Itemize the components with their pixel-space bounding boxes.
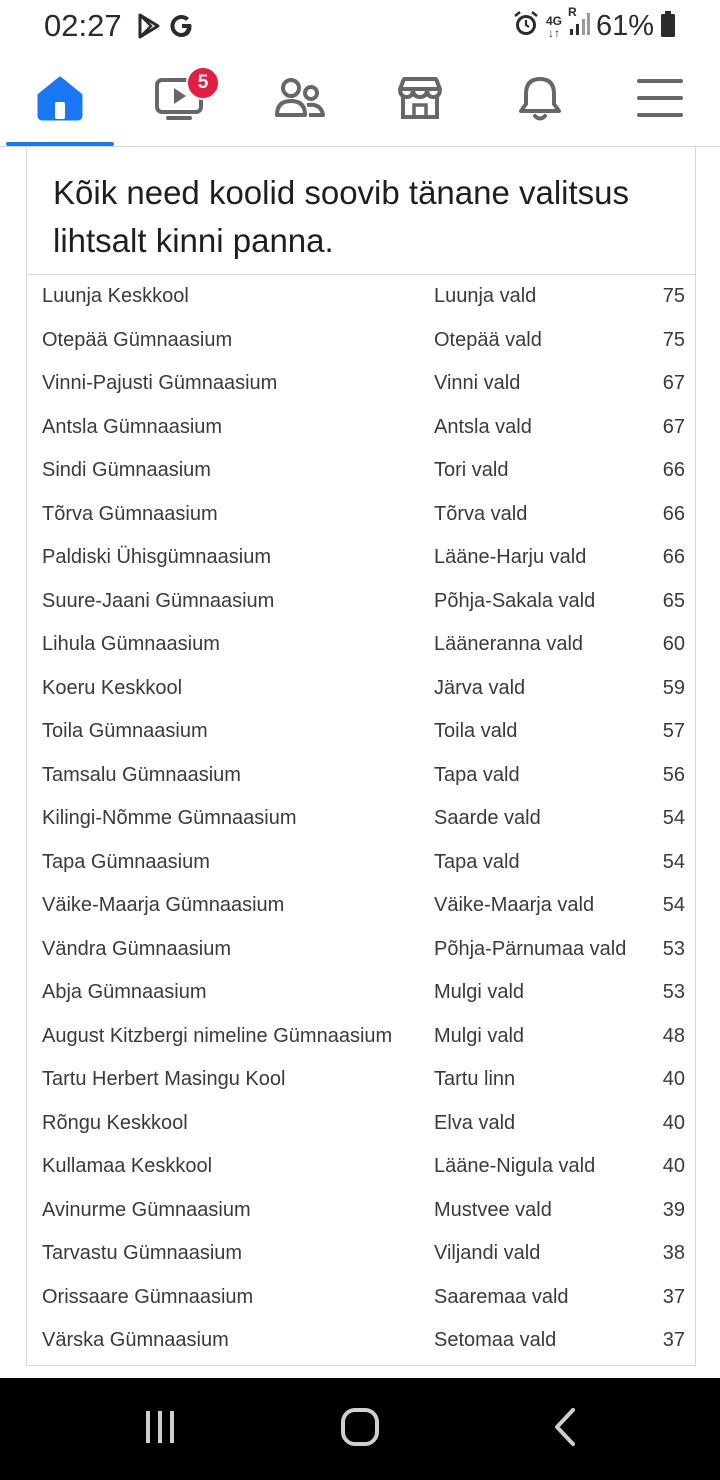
table-row <box>27 928 695 972</box>
table-row <box>27 884 695 928</box>
status-left-icons <box>136 12 196 45</box>
school-name: Vinni-Pajusti Gümnaasium <box>42 372 278 394</box>
parish-name: Järva vald <box>434 676 526 699</box>
table-row <box>27 754 695 798</box>
parish-name: Mulgi vald <box>434 1024 525 1047</box>
school-name: Luunja Keskkool <box>42 285 189 307</box>
school-value: 65 <box>662 589 685 612</box>
table-row <box>27 362 695 406</box>
school-value: 59 <box>662 676 685 699</box>
school-name: Väike-Maarja Gümnaasium <box>42 894 285 916</box>
table-row <box>27 1189 695 1233</box>
parish-name: Lääneranna vald <box>434 633 584 655</box>
school-value: 75 <box>662 328 685 351</box>
parish-name: Tapa vald <box>434 763 520 786</box>
post-text-box <box>27 147 695 275</box>
school-name: Antsla Gümnaasium <box>42 415 223 438</box>
table-row <box>27 406 695 450</box>
top-navigation <box>0 54 720 147</box>
school-name: Lihula Gümnaasium <box>42 633 220 655</box>
school-value: 37 <box>662 1329 685 1351</box>
recents-button[interactable] <box>130 1404 190 1454</box>
network-indicator <box>546 15 562 39</box>
school-value: 53 <box>662 937 685 960</box>
home-icon <box>35 75 85 126</box>
recents-icon <box>140 1409 180 1450</box>
school-value: 40 <box>662 1068 685 1090</box>
marketplace-icon <box>395 75 445 126</box>
signal-icon <box>567 5 590 42</box>
school-name: Kilingi-Nõmme Gümnaasium <box>42 807 297 829</box>
parish-name: Lääne-Nigula vald <box>434 1155 596 1177</box>
table-row <box>27 449 695 493</box>
school-name: Tartu Herbert Masingu Kool <box>42 1068 286 1090</box>
status-time: 02:27 <box>44 8 122 43</box>
school-name: Paldiski Ühisgümnaasium <box>42 546 271 568</box>
parish-name: Vinni vald <box>434 372 521 394</box>
school-value: 57 <box>662 720 685 742</box>
parish-name: Põhja-Sakala vald <box>434 589 596 612</box>
tab-notifications[interactable] <box>480 54 600 146</box>
school-value: 40 <box>662 1111 685 1134</box>
school-name: Vändra Gümnaasium <box>42 937 231 960</box>
school-value: 67 <box>662 415 685 438</box>
data-arrows: ↓↑ <box>547 25 560 40</box>
watch-badge: 5 <box>186 66 220 100</box>
school-name: Avinurme Gümnaasium <box>42 1198 251 1221</box>
tab-friends[interactable] <box>240 54 360 146</box>
roaming-label: R <box>567 5 577 19</box>
post-text: Kõik need koolid soovib tänane valitsus lihtsalt kinni panna. <box>53 174 630 259</box>
table-row <box>27 623 695 667</box>
play-store-icon <box>136 12 162 45</box>
parish-name: Elva vald <box>434 1111 516 1134</box>
table-row <box>27 580 695 624</box>
battery-percent: 61% <box>595 10 654 42</box>
status-bar <box>0 0 720 54</box>
school-name: Värska Gümnaasium <box>42 1329 229 1351</box>
school-value: 66 <box>662 502 685 525</box>
table-row <box>27 797 695 841</box>
table-row <box>27 667 695 711</box>
home-button[interactable] <box>330 1404 390 1454</box>
parish-name: Tapa vald <box>434 850 520 873</box>
table-row <box>27 1319 695 1363</box>
back-button[interactable] <box>534 1404 594 1454</box>
parish-name: Tartu linn <box>434 1068 516 1090</box>
android-navigation-bar <box>0 1378 720 1480</box>
school-name: Kullamaa Keskkool <box>42 1155 213 1177</box>
school-name: Tarvastu Gümnaasium <box>42 1242 243 1264</box>
table-row <box>27 319 695 363</box>
school-value: 67 <box>662 372 685 394</box>
parish-name: Setomaa vald <box>434 1329 557 1351</box>
parish-name: Lääne-Harju vald <box>434 546 587 568</box>
parish-name: Mustvee vald <box>434 1198 552 1221</box>
table-row <box>27 1102 695 1146</box>
school-value: 39 <box>662 1198 685 1221</box>
school-name: Sindi Gümnaasium <box>42 459 211 481</box>
menu-icon <box>637 77 683 124</box>
table-row <box>27 1015 695 1059</box>
tab-home[interactable] <box>0 54 120 146</box>
table-row <box>27 1145 695 1189</box>
status-right-icons <box>512 5 676 43</box>
parish-name: Saaremaa vald <box>434 1285 569 1308</box>
parish-name: Väike-Maarja vald <box>434 894 595 916</box>
school-name: August Kitzbergi nimeline Gümnaasium <box>42 1024 393 1047</box>
school-name: Orissaare Gümnaasium <box>42 1285 254 1308</box>
school-name: Otepää Gümnaasium <box>42 328 233 351</box>
post-card <box>26 147 696 1366</box>
school-value: 38 <box>662 1242 685 1264</box>
school-name: Tapa Gümnaasium <box>42 850 210 873</box>
parish-name: Otepää vald <box>434 328 542 351</box>
table-row <box>27 1276 695 1320</box>
parish-name: Viljandi vald <box>434 1242 541 1264</box>
bell-icon <box>516 74 564 127</box>
parish-name: Põhja-Pärnumaa vald <box>434 937 627 960</box>
school-value: 75 <box>662 285 685 307</box>
table-row <box>27 710 695 754</box>
table-row <box>27 1058 695 1102</box>
school-value: 54 <box>662 894 685 916</box>
home-circle-icon <box>340 1407 380 1452</box>
school-value: 60 <box>662 633 685 655</box>
table-row <box>27 841 695 885</box>
table-row <box>27 493 695 537</box>
school-table-image[interactable] <box>27 275 695 1351</box>
table-row <box>27 971 695 1015</box>
parish-name: Mulgi vald <box>434 981 525 1003</box>
active-tab-indicator <box>6 142 114 146</box>
school-value: 40 <box>662 1155 685 1177</box>
tab-marketplace[interactable] <box>360 54 480 146</box>
google-icon <box>168 12 196 45</box>
friends-icon <box>273 75 327 126</box>
parish-name: Tõrva vald <box>434 502 528 525</box>
school-name: Koeru Keskkool <box>42 676 183 699</box>
parish-name: Toila vald <box>434 720 518 742</box>
table-row <box>27 536 695 580</box>
school-value: 54 <box>662 807 685 829</box>
alarm-icon <box>512 10 540 43</box>
school-name: Rõngu Keskkool <box>42 1111 188 1134</box>
back-icon <box>549 1407 579 1452</box>
table-row <box>27 275 695 319</box>
school-value: 56 <box>662 763 685 786</box>
school-value: 37 <box>662 1285 685 1308</box>
school-name: Abja Gümnaasium <box>42 981 207 1003</box>
school-value: 66 <box>662 546 685 568</box>
school-value: 66 <box>662 459 685 481</box>
tab-watch[interactable] <box>120 54 240 146</box>
parish-name: Saarde vald <box>434 807 541 829</box>
parish-name: Tori vald <box>434 459 509 481</box>
school-value: 53 <box>662 981 685 1003</box>
school-name: Suure-Jaani Gümnaasium <box>42 589 275 612</box>
school-value: 54 <box>662 850 685 873</box>
network-type: 4G <box>545 13 562 28</box>
table-row <box>27 1232 695 1276</box>
parish-name: Luunja vald <box>434 285 537 307</box>
battery-icon <box>660 10 676 43</box>
school-name: Tamsalu Gümnaasium <box>42 763 241 786</box>
school-name: Tõrva Gümnaasium <box>42 502 218 525</box>
parish-name: Antsla vald <box>434 415 532 438</box>
school-name: Toila Gümnaasium <box>42 720 208 742</box>
school-value: 48 <box>662 1024 685 1047</box>
tab-menu[interactable] <box>600 54 720 146</box>
